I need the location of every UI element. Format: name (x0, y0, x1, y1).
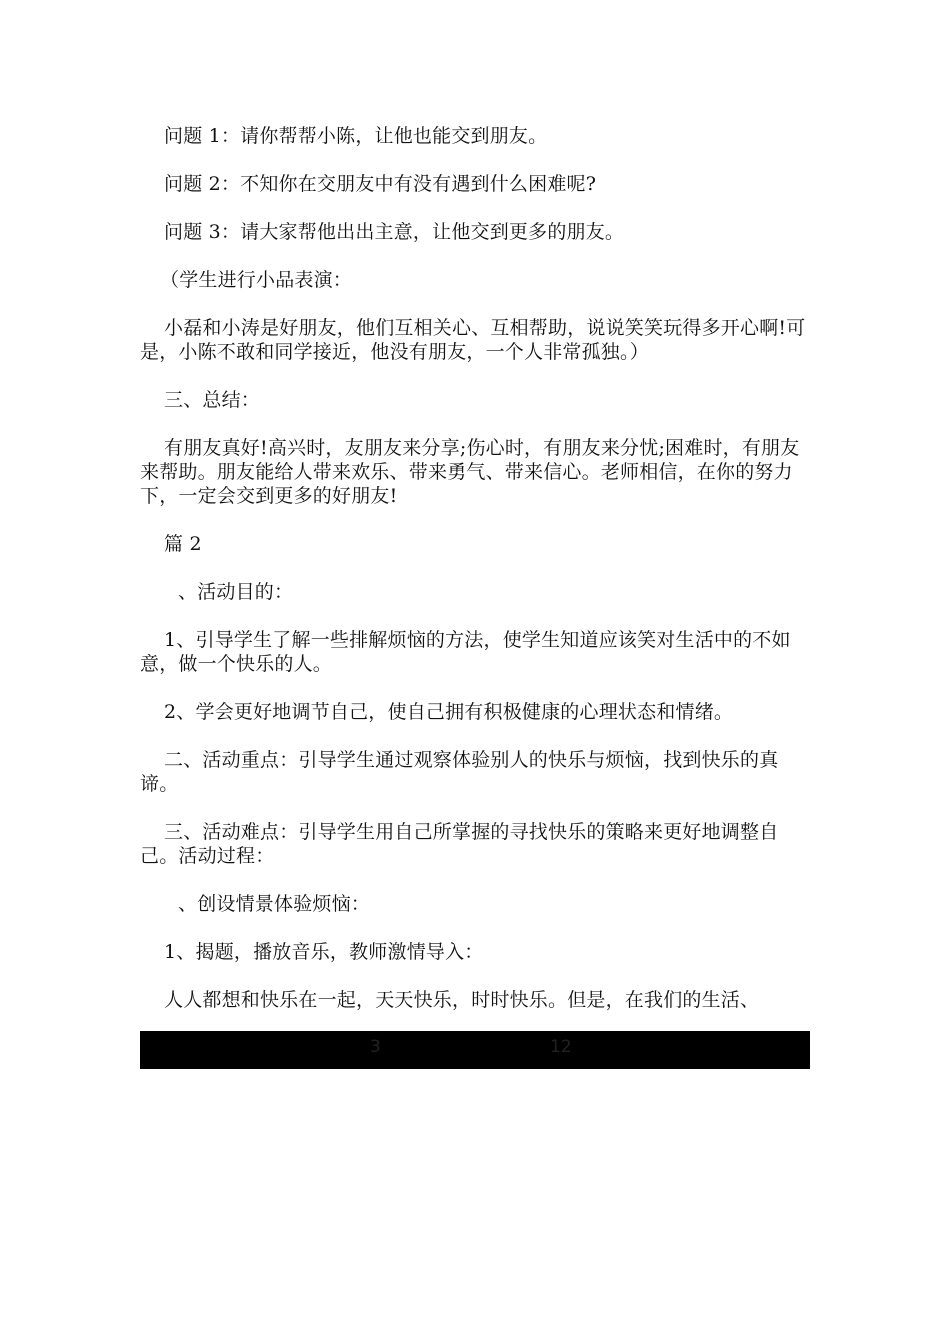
paragraph-goal-2: 2、学会更好地调节自己，使自己拥有积极健康的心理状态和情绪。 (164, 701, 734, 723)
current-page-number: 3 (370, 1037, 381, 1057)
document-body (140, 124, 812, 1036)
heading-scenario: 、创设情景体验烦恼： (178, 893, 371, 915)
paragraph-activity-focus: 二、活动重点：引导学生通过观察体验别人的快乐与烦恼，找到快乐的真谛。 (140, 749, 779, 795)
paragraph-question-3: 问题 3：请大家帮他出出主意，让他交到更多的朋友。 (164, 221, 625, 243)
paragraph-intro-music: 1、揭题，播放音乐，教师激情导入： (164, 941, 484, 963)
paragraph-question-1: 问题 1：请你帮帮小陈，让他也能交到朋友。 (164, 125, 548, 147)
paragraph-skit-intro: （学生进行小品表演： (160, 269, 353, 291)
heading-part-2: 篇 2 (164, 533, 202, 555)
paragraph-summary: 有朋友真好!高兴时，友朋友来分享;伤心时，有朋友来分忧;困难时，有朋友来帮助。朋友能给人带来欢乐、带来勇气、带来信心。老师相信，在你的努力下，一定会交到更多的好朋友! (140, 437, 800, 507)
page-footer-bar (140, 1031, 810, 1069)
paragraph-activity-difficulty: 三、活动难点：引导学生用自己所掌握的寻找快乐的策略来更好地调整自己。活动过程： (140, 821, 779, 867)
paragraph-everyone-happy: 人人都想和快乐在一起，天天快乐，时时快乐。但是，在我们的生活、 (164, 989, 760, 1011)
total-page-count: 12 (550, 1037, 572, 1057)
heading-activity-goal: 、活动目的： (178, 581, 294, 603)
heading-summary: 三、总结： (164, 389, 261, 411)
paragraph-goal-1: 1、引导学生了解一些排解烦恼的方法，使学生知道应该笑对生活中的不如意，做一个快乐的人。 (140, 629, 791, 675)
paragraph-question-2: 问题 2：不知你在交朋友中有没有遇到什么困难呢? (164, 173, 597, 195)
paragraph-skit-content: 小磊和小涛是好朋友，他们互相关心、互相帮助，说说笑笑玩得多开心啊!可是，小陈不敢和同学接近，他没有朋友，一个人非常孤独。） (140, 317, 806, 363)
